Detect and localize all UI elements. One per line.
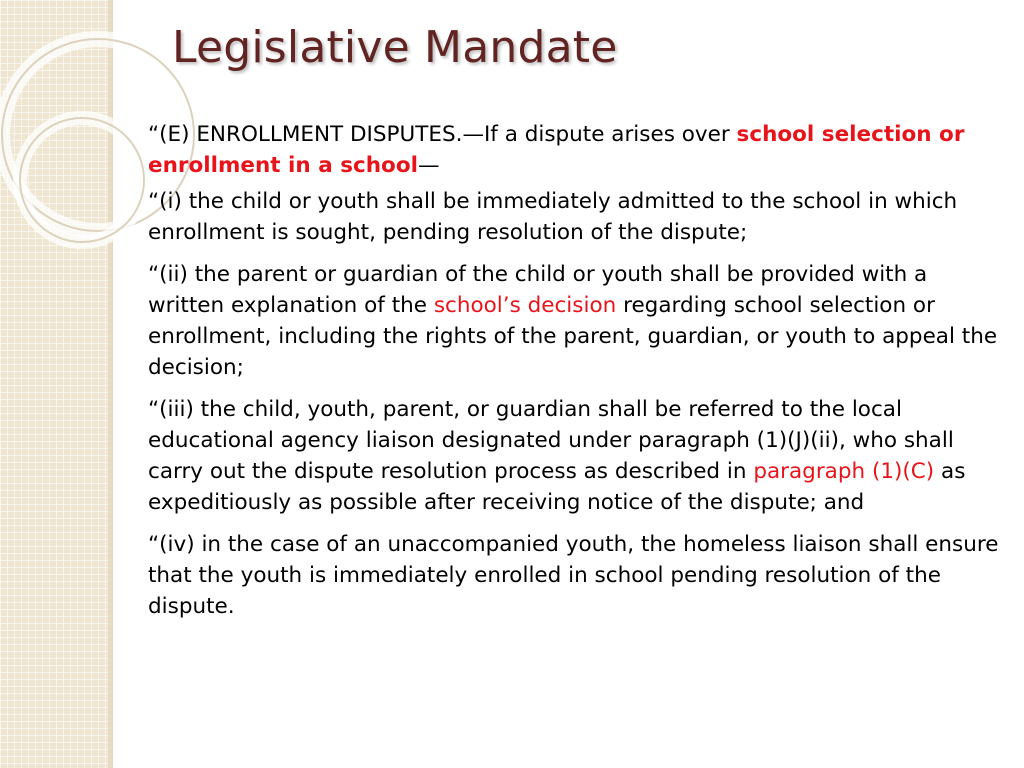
paragraph-iii-text-after: as expeditiously as possible after receiving notice of the dispute; and — [148, 459, 966, 515]
paragraph-iii — [148, 394, 1010, 518]
slide-body — [148, 119, 1010, 633]
paragraph-i — [148, 186, 1010, 248]
paragraph-ii-highlight: school’s decision — [433, 293, 617, 318]
paragraph-ii — [148, 259, 1010, 383]
slide-title: Legislative Mandate — [172, 22, 618, 73]
paragraph-intro — [148, 119, 1010, 181]
paragraph-ii-text-before: “(ii) the parent or guardian of the child or youth shall be provided with a written explanation of the — [148, 262, 928, 318]
paragraph-iv-text: “(iv) in the case of an unaccompanied youth, the homeless liaison shall ensure that the youth is immediately enrolled in school pending resolution of the dispute. — [148, 532, 999, 619]
paragraph-iii-text-before: “(iii) the child, youth, parent, or guardian shall be referred to the local educational agency liaison designated under paragraph (1)(J)(ii), who shall carry out the dispute resolution process as described in — [148, 397, 954, 484]
intro-highlight: school selection or enrollment in a school — [148, 122, 965, 178]
paragraph-iv — [148, 529, 1010, 622]
paragraph-ii-text-after: regarding school selection or enrollment, including the rights of the parent, guardian, or youth to appeal the decision; — [148, 293, 998, 380]
paragraph-i-text: “(i) the child or youth shall be immediately admitted to the school in which enrollment is sought, pending resolution of the dispute; — [148, 189, 958, 245]
paragraph-iii-highlight: paragraph (1)(C) — [753, 459, 935, 484]
intro-text: “(E) ENROLLMENT DISPUTES.—If a dispute arises over — [148, 122, 737, 147]
intro-dash: — — [417, 153, 440, 178]
